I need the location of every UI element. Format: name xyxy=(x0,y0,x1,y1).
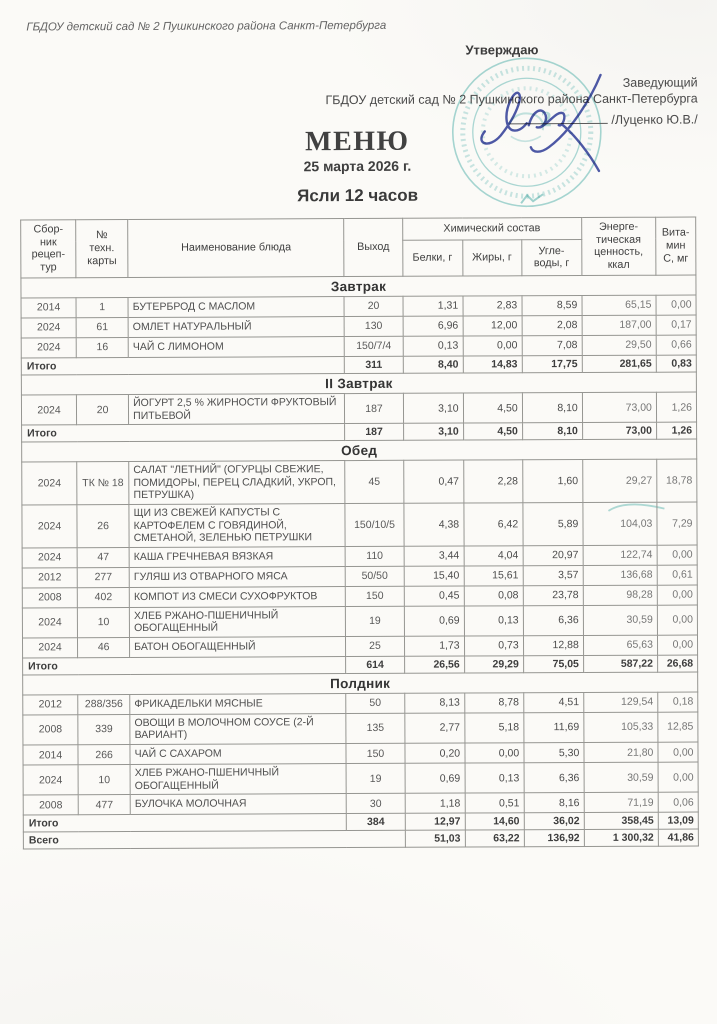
cell-fat: 0,13 xyxy=(464,605,523,635)
cell-output: 187 xyxy=(345,393,403,423)
cell-fat: 5,18 xyxy=(464,713,523,743)
cell-kcal: 30,59 xyxy=(583,605,657,636)
cell-protein: 2,77 xyxy=(404,713,464,743)
cell-vitc: 0,00 xyxy=(658,762,698,792)
cell-output: 150/10/5 xyxy=(345,503,403,546)
cell-recipe-year: 2024 xyxy=(22,547,77,567)
cell-fat: 4,04 xyxy=(464,545,523,565)
cell-protein: 4,38 xyxy=(403,503,463,546)
cell-recipe-year: 2024 xyxy=(21,318,76,338)
cell-kcal: 587,22 xyxy=(583,655,657,672)
section-title: Обед xyxy=(22,439,697,462)
cell-recipe-year: 2014 xyxy=(23,745,78,765)
cell-carbs: 4,51 xyxy=(523,692,583,712)
cell-carbs: 11,69 xyxy=(524,712,584,742)
cell-fat: 12,00 xyxy=(463,316,522,336)
cell-dish-name: САЛАТ "ЛЕТНИЙ" (ОГУРЦЫ СВЕЖИЕ, ПОМИДОРЫ, ПЕРЕЦ СЛАДКИЙ, УКРОП, ПЕТРУШКА) xyxy=(129,461,345,505)
cell-output: 19 xyxy=(346,763,404,793)
cell-fat: 0,08 xyxy=(464,585,523,605)
cell-dish-name: КОМПОТ ИЗ СМЕСИ СУХОФРУКТОВ xyxy=(129,586,345,607)
cell-card-no: 477 xyxy=(78,795,130,815)
cell-fat: 4,50 xyxy=(463,393,522,423)
cell-kcal: 29,50 xyxy=(582,335,656,355)
cell-dish-name: БУЛОЧКА МОЛОЧНАЯ xyxy=(130,794,346,815)
cell-protein: 1,18 xyxy=(405,793,465,813)
cell-dish-name: ХЛЕБ РЖАНО-ПШЕНИЧНЫЙ ОБОГАЩЕННЫЙ xyxy=(130,606,346,637)
cell-fat: 4,50 xyxy=(463,423,522,440)
section-title: Полдник xyxy=(23,672,698,695)
cell-dish-name: БАТОН ОБОГАЩЕННЫЙ xyxy=(130,636,346,657)
cell-vitc: 0,61 xyxy=(657,565,697,585)
cell-output: 25 xyxy=(346,636,404,656)
cell-vitc: 7,29 xyxy=(657,502,697,545)
cell-kcal: 30,59 xyxy=(584,762,658,793)
menu-date: 25 марта 2026 г. xyxy=(303,157,412,175)
cell-dish-name: ЙОГУРТ 2,5 % ЖИРНОСТИ ФРУКТОВЫЙ ПИТЬЕВОЙ xyxy=(129,393,345,424)
cell-protein: 1,73 xyxy=(404,636,464,656)
cell-recipe-year: 2012 xyxy=(23,695,78,715)
cell-output: 110 xyxy=(346,546,404,566)
cell-dish-name: БУТЕРБРОД С МАСЛОМ xyxy=(128,296,344,317)
cell-output: 150 xyxy=(346,586,404,606)
cell-carbs: 12,88 xyxy=(523,635,583,655)
cell-dish-name: ГУЛЯШ ИЗ ОТВАРНОГО МЯСА xyxy=(129,566,345,587)
cell-protein: 0,13 xyxy=(403,336,463,356)
cell-card-no: 339 xyxy=(78,714,130,744)
cell-kcal: 65,63 xyxy=(583,635,657,655)
cell-carbs: 2,08 xyxy=(522,315,582,335)
cell-recipe-year: 2008 xyxy=(23,715,78,745)
col-energy: Энерге- тическая ценность, ккал xyxy=(581,217,655,275)
cell-dish-name: ЩИ ИЗ СВЕЖЕЙ КАПУСТЫ С КАРТОФЕЛЕМ С ГОВЯДИНОЙ, СМЕТАНОЙ, ЗЕЛЕНЬЮ ПЕТРУШКИ xyxy=(129,503,345,547)
cell-output: 130 xyxy=(345,316,403,336)
cell-fat: 15,61 xyxy=(464,565,523,585)
cell-carbs: 5,89 xyxy=(523,502,583,545)
grand-total-row xyxy=(23,829,698,849)
cell-kcal: 358,45 xyxy=(584,812,658,829)
cell-output: 150 xyxy=(346,743,404,763)
cell-kcal: 1 300,32 xyxy=(584,829,658,846)
cell-vitc: 26,68 xyxy=(657,655,697,672)
cell-fat: 2,83 xyxy=(463,296,522,316)
cell-vitc: 0,17 xyxy=(656,315,696,335)
cell-output: 135 xyxy=(346,713,404,743)
cell-card-no: 26 xyxy=(77,504,129,547)
approver-block xyxy=(325,76,697,130)
cell-output: 20 xyxy=(344,296,402,316)
col-output: Выход xyxy=(344,218,402,276)
cell-card-no: 402 xyxy=(77,587,129,607)
cell-carbs: 7,08 xyxy=(522,335,582,355)
section-title: Завтрак xyxy=(21,275,696,298)
approver-org: ГБДОУ детский сад № 2 Пушкинского района Санкт-Петербурга xyxy=(325,91,698,107)
cell-dish-name: ЧАЙ С САХАРОМ xyxy=(130,744,346,765)
cell-kcal: 136,68 xyxy=(583,565,657,585)
cell-carbs: 36,02 xyxy=(524,813,584,830)
cell-output: 50 xyxy=(346,693,404,713)
cell-vitc: 0,00 xyxy=(657,605,697,635)
col-fat: Жиры, г xyxy=(462,240,521,276)
cell-vitc: 1,26 xyxy=(656,392,696,422)
cell-protein: 0,69 xyxy=(404,606,464,636)
cell-kcal: 65,15 xyxy=(582,295,656,315)
cell-output: 187 xyxy=(345,423,403,440)
cell-recipe-year: 2024 xyxy=(21,395,76,425)
cell-carbs: 8,16 xyxy=(524,793,584,813)
cell-carbs: 75,05 xyxy=(523,655,583,672)
cell-vitc: 41,86 xyxy=(658,829,698,846)
cell-vitc: 0,00 xyxy=(657,545,697,565)
cell-vitc: 18,78 xyxy=(657,459,697,502)
approver-name: /Луценко Ю.В./ xyxy=(611,112,698,127)
cell-carbs: 8,10 xyxy=(522,423,582,440)
cell-carbs: 1,60 xyxy=(522,460,582,503)
cell-card-no: 1 xyxy=(76,297,128,317)
cell-fat: 2,28 xyxy=(463,460,522,503)
total-label: Итого xyxy=(23,814,347,832)
dish-row xyxy=(22,605,697,638)
cell-carbs: 3,57 xyxy=(523,565,583,585)
cell-recipe-year: 2008 xyxy=(22,587,77,607)
grand-total-label: Всего xyxy=(23,831,405,850)
cell-fat: 0,00 xyxy=(465,743,524,763)
cell-carbs: 5,30 xyxy=(524,743,584,763)
cell-kcal: 73,00 xyxy=(582,392,656,423)
total-label: Итого xyxy=(22,424,346,442)
cell-carbs: 6,36 xyxy=(524,763,584,793)
col-tech-card-no: № техн. карты xyxy=(76,220,128,278)
cell-dish-name: ОМЛЕТ НАТУРАЛЬНЫЙ xyxy=(128,316,344,337)
cell-fat: 63,22 xyxy=(465,830,524,847)
cell-recipe-year: 2024 xyxy=(21,338,76,358)
cell-fat: 0,13 xyxy=(465,763,524,793)
cell-fat: 14,60 xyxy=(465,813,524,830)
cell-recipe-year: 2008 xyxy=(23,795,78,815)
cell-output: 50/50 xyxy=(346,566,404,586)
cell-kcal: 29,27 xyxy=(582,459,656,502)
cell-fat: 0,00 xyxy=(463,336,522,356)
cell-card-no: 61 xyxy=(76,317,128,337)
cell-protein: 3,44 xyxy=(404,546,464,566)
cell-output: 614 xyxy=(346,656,404,673)
cell-protein: 1,31 xyxy=(403,296,463,316)
cell-vitc: 0,00 xyxy=(657,585,697,605)
cell-dish-name: КАША ГРЕЧНЕВАЯ ВЯЗКАЯ xyxy=(129,546,345,567)
signature-line xyxy=(509,111,607,124)
cell-protein: 51,03 xyxy=(405,830,465,847)
dish-row xyxy=(22,459,697,505)
col-dish-name: Наименование блюда xyxy=(128,219,345,278)
cell-carbs: 20,97 xyxy=(523,545,583,565)
cell-fat: 6,42 xyxy=(464,503,523,546)
cell-kcal: 21,80 xyxy=(584,742,658,762)
cell-output: 384 xyxy=(347,814,405,831)
cell-output: 30 xyxy=(347,794,405,814)
cell-card-no: 20 xyxy=(77,394,129,424)
cell-kcal: 73,00 xyxy=(582,422,656,439)
cell-vitc: 1,26 xyxy=(656,422,696,439)
cell-recipe-year: 2024 xyxy=(23,765,78,795)
cell-carbs: 8,10 xyxy=(522,392,582,422)
group-subtitle: Ясли 12 часов xyxy=(297,185,419,206)
cell-protein: 6,96 xyxy=(403,316,463,336)
cell-recipe-year: 2024 xyxy=(22,607,77,637)
cell-card-no: 16 xyxy=(76,337,128,357)
cell-kcal: 104,03 xyxy=(583,502,657,545)
cell-kcal: 122,74 xyxy=(583,545,657,565)
cell-recipe-year: 2024 xyxy=(22,462,77,505)
cell-card-no: 277 xyxy=(77,567,129,587)
cell-vitc: 0,83 xyxy=(656,355,696,372)
cell-protein: 8,13 xyxy=(404,693,464,713)
cell-fat: 29,29 xyxy=(464,656,523,673)
cell-card-no: 46 xyxy=(78,637,130,657)
cell-dish-name: ХЛЕБ РЖАНО-ПШЕНИЧНЫЙ ОБОГАЩЕННЫЙ xyxy=(130,764,346,795)
cell-fat: 14,83 xyxy=(463,356,522,373)
cell-recipe-year: 2012 xyxy=(22,567,77,587)
cell-vitc: 0,00 xyxy=(658,742,698,762)
cell-kcal: 71,19 xyxy=(584,792,658,812)
dish-row xyxy=(22,502,697,548)
cell-vitc: 12,85 xyxy=(658,712,698,742)
cell-fat: 0,51 xyxy=(465,793,524,813)
cell-protein: 3,10 xyxy=(403,423,463,440)
cell-kcal: 281,65 xyxy=(582,355,656,372)
section-title: II Завтрак xyxy=(21,372,696,395)
cell-carbs: 6,36 xyxy=(523,605,583,635)
col-vitamin-c: Вита- мин С, мг xyxy=(656,217,696,275)
cell-vitc: 0,18 xyxy=(658,692,698,712)
col-recipe-book: Сбор- ник рецеп- тур xyxy=(21,220,76,278)
cell-output: 19 xyxy=(346,606,404,636)
cell-card-no: 47 xyxy=(77,547,129,567)
stamp-center-glyph: 2 xyxy=(540,106,552,132)
cell-output: 311 xyxy=(345,356,403,373)
menu-table xyxy=(20,217,699,850)
cell-protein: 26,56 xyxy=(404,656,464,673)
dish-row xyxy=(23,762,698,795)
cell-carbs: 23,78 xyxy=(523,585,583,605)
cell-card-no: 10 xyxy=(78,765,130,795)
col-protein: Белки, г xyxy=(402,240,462,276)
cell-vitc: 0,06 xyxy=(658,792,698,812)
cell-card-no: 288/356 xyxy=(78,694,130,714)
cell-recipe-year: 2014 xyxy=(21,298,76,318)
cell-output: 45 xyxy=(345,460,403,503)
cell-protein: 0,45 xyxy=(404,586,464,606)
cell-vitc: 13,09 xyxy=(658,812,698,829)
col-chemical-composition: Химический состав xyxy=(402,218,581,241)
cell-protein: 15,40 xyxy=(404,566,464,586)
cell-carbs: 136,92 xyxy=(524,830,584,847)
menu-table-body xyxy=(21,275,698,849)
dish-row xyxy=(23,712,698,745)
cell-kcal: 187,00 xyxy=(582,315,656,335)
cell-card-no: 10 xyxy=(77,607,129,637)
cell-dish-name: ЧАЙ С ЛИМОНОМ xyxy=(128,336,344,357)
cell-card-no: ТК № 18 xyxy=(77,462,129,505)
cell-carbs: 17,75 xyxy=(522,355,582,372)
cell-kcal: 105,33 xyxy=(584,712,658,743)
cell-recipe-year: 2024 xyxy=(22,505,77,548)
approver-title: Заведующий xyxy=(622,75,698,90)
org-name-top: ГБДОУ детский сад № 2 Пушкинского района Санкт-Петербурга xyxy=(26,19,387,34)
page-title: МЕНЮ xyxy=(305,125,410,158)
cell-vitc: 0,66 xyxy=(656,335,696,355)
cell-vitc: 0,00 xyxy=(657,635,697,655)
cell-kcal: 98,28 xyxy=(583,585,657,605)
cell-protein: 3,10 xyxy=(403,393,463,423)
cell-dish-name: ОВОЩИ В МОЛОЧНОМ СОУСЕ (2-Й ВАРИАНТ) xyxy=(130,713,346,744)
table-header xyxy=(21,217,696,278)
cell-recipe-year: 2024 xyxy=(22,638,77,658)
cell-protein: 0,20 xyxy=(404,743,464,763)
cell-protein: 0,47 xyxy=(403,460,463,503)
total-label: Итого xyxy=(21,356,345,374)
cell-carbs: 8,59 xyxy=(522,295,582,315)
cell-fat: 0,73 xyxy=(464,636,523,656)
cell-card-no: 266 xyxy=(78,745,130,765)
cell-vitc: 0,00 xyxy=(656,295,696,315)
cell-protein: 0,69 xyxy=(405,763,465,793)
dish-row xyxy=(21,392,696,425)
approve-label: Утверждаю xyxy=(465,42,539,58)
cell-output: 150/7/4 xyxy=(345,336,403,356)
cell-fat: 8,78 xyxy=(464,693,523,713)
cell-protein: 12,97 xyxy=(405,813,465,830)
cell-kcal: 129,54 xyxy=(584,692,658,712)
cell-dish-name: ФРИКАДЕЛЬКИ МЯСНЫЕ xyxy=(130,693,346,714)
cell-protein: 8,40 xyxy=(403,356,463,373)
total-label: Итого xyxy=(23,656,347,674)
col-carbs: Угле- воды, г xyxy=(521,239,581,275)
